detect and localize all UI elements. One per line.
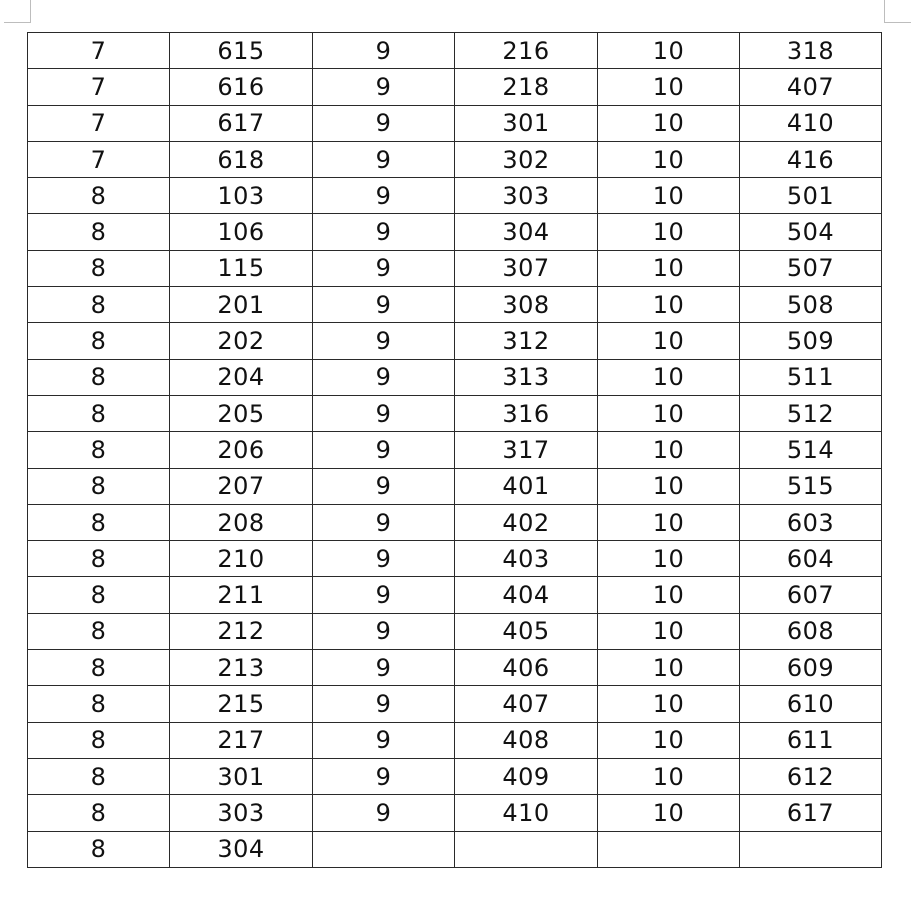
table-cell: 8 <box>28 504 170 540</box>
table-cell: 8 <box>28 650 170 686</box>
table-cell: 617 <box>170 105 313 141</box>
table-cell: 10 <box>598 541 740 577</box>
table-row <box>28 69 882 105</box>
table-cell: 212 <box>170 613 313 649</box>
table-cell: 9 <box>313 541 455 577</box>
table-cell: 504 <box>740 214 882 250</box>
table-cell: 607 <box>740 577 882 613</box>
table-row <box>28 468 882 504</box>
table-cell: 410 <box>455 795 598 831</box>
table-cell: 617 <box>740 795 882 831</box>
table-cell: 8 <box>28 613 170 649</box>
table-row <box>28 250 882 286</box>
table-cell: 9 <box>313 105 455 141</box>
table-cell: 217 <box>170 722 313 758</box>
table-cell: 514 <box>740 432 882 468</box>
table-cell: 9 <box>313 359 455 395</box>
table-cell: 317 <box>455 432 598 468</box>
table-cell: 106 <box>170 214 313 250</box>
table-cell: 9 <box>313 432 455 468</box>
table-row <box>28 504 882 540</box>
table-cell: 10 <box>598 577 740 613</box>
table-cell: 416 <box>740 141 882 177</box>
data-table <box>27 32 882 868</box>
table-cell: 10 <box>598 287 740 323</box>
table-cell: 508 <box>740 287 882 323</box>
table-cell: 103 <box>170 178 313 214</box>
table-cell: 404 <box>455 577 598 613</box>
table-cell: 10 <box>598 105 740 141</box>
table-cell: 10 <box>598 359 740 395</box>
table-cell: 9 <box>313 395 455 431</box>
table-row <box>28 795 882 831</box>
table-cell: 609 <box>740 650 882 686</box>
table-cell: 408 <box>455 722 598 758</box>
table-cell: 616 <box>170 69 313 105</box>
table-cell: 10 <box>598 504 740 540</box>
table-cell: 206 <box>170 432 313 468</box>
table-cell: 8 <box>28 541 170 577</box>
table-cell: 511 <box>740 359 882 395</box>
table-cell: 10 <box>598 758 740 794</box>
table-cell: 9 <box>313 214 455 250</box>
table-row <box>28 395 882 431</box>
table-cell: 9 <box>313 686 455 722</box>
table-cell: 407 <box>455 686 598 722</box>
table-body <box>28 33 882 868</box>
table-cell: 8 <box>28 395 170 431</box>
table-cell: 10 <box>598 395 740 431</box>
table-cell: 8 <box>28 432 170 468</box>
table-cell: 204 <box>170 359 313 395</box>
table-row <box>28 650 882 686</box>
table-cell: 207 <box>170 468 313 504</box>
table-cell: 406 <box>455 650 598 686</box>
table-cell: 608 <box>740 613 882 649</box>
table-cell: 210 <box>170 541 313 577</box>
table-cell: 9 <box>313 178 455 214</box>
table-cell: 403 <box>455 541 598 577</box>
table-cell: 9 <box>313 577 455 613</box>
table-cell: 10 <box>598 686 740 722</box>
table-cell: 618 <box>170 141 313 177</box>
table-row <box>28 686 882 722</box>
table-row <box>28 33 882 69</box>
table-cell: 10 <box>598 214 740 250</box>
table-cell: 316 <box>455 395 598 431</box>
table-row <box>28 577 882 613</box>
table-cell: 9 <box>313 504 455 540</box>
table-cell <box>598 831 740 867</box>
table-cell: 10 <box>598 613 740 649</box>
table-cell: 9 <box>313 758 455 794</box>
table-cell: 10 <box>598 69 740 105</box>
table-cell: 8 <box>28 250 170 286</box>
table-cell: 10 <box>598 250 740 286</box>
table-cell: 10 <box>598 722 740 758</box>
table-cell: 409 <box>455 758 598 794</box>
table-cell: 7 <box>28 141 170 177</box>
table-cell: 9 <box>313 69 455 105</box>
table-cell: 8 <box>28 722 170 758</box>
table-cell: 405 <box>455 613 598 649</box>
table-cell: 10 <box>598 178 740 214</box>
table-cell: 10 <box>598 650 740 686</box>
table-row <box>28 831 882 867</box>
table-cell: 216 <box>455 33 598 69</box>
table-cell: 213 <box>170 650 313 686</box>
table-cell: 8 <box>28 178 170 214</box>
table-cell: 301 <box>170 758 313 794</box>
table-cell: 8 <box>28 795 170 831</box>
table-cell: 9 <box>313 323 455 359</box>
table-cell: 9 <box>313 33 455 69</box>
table-cell: 8 <box>28 214 170 250</box>
table-cell: 218 <box>455 69 598 105</box>
table-row <box>28 214 882 250</box>
table-cell: 318 <box>740 33 882 69</box>
table-cell: 9 <box>313 468 455 504</box>
table-cell: 312 <box>455 323 598 359</box>
table-cell: 603 <box>740 504 882 540</box>
table-cell: 10 <box>598 468 740 504</box>
table-row <box>28 178 882 214</box>
table-cell: 9 <box>313 250 455 286</box>
table-cell: 8 <box>28 831 170 867</box>
table-cell: 512 <box>740 395 882 431</box>
table-cell: 308 <box>455 287 598 323</box>
table-cell: 303 <box>170 795 313 831</box>
table-row <box>28 323 882 359</box>
table-cell: 7 <box>28 33 170 69</box>
table-cell: 10 <box>598 795 740 831</box>
table-row <box>28 613 882 649</box>
table-cell: 307 <box>455 250 598 286</box>
table-cell: 9 <box>313 141 455 177</box>
table-cell: 8 <box>28 468 170 504</box>
table-cell: 407 <box>740 69 882 105</box>
table-row <box>28 541 882 577</box>
table-cell: 211 <box>170 577 313 613</box>
table-cell: 8 <box>28 758 170 794</box>
table-cell: 9 <box>313 795 455 831</box>
table-cell: 215 <box>170 686 313 722</box>
table-cell: 304 <box>455 214 598 250</box>
table-cell: 501 <box>740 178 882 214</box>
table-row <box>28 287 882 323</box>
table-row <box>28 359 882 395</box>
table-cell: 205 <box>170 395 313 431</box>
table-cell: 115 <box>170 250 313 286</box>
table-cell: 9 <box>313 722 455 758</box>
table-cell: 9 <box>313 287 455 323</box>
table-cell: 9 <box>313 613 455 649</box>
table-cell: 610 <box>740 686 882 722</box>
table-cell: 410 <box>740 105 882 141</box>
table-cell: 402 <box>455 504 598 540</box>
table-cell: 304 <box>170 831 313 867</box>
table-cell: 202 <box>170 323 313 359</box>
table-cell <box>455 831 598 867</box>
table-cell: 7 <box>28 69 170 105</box>
table-cell: 201 <box>170 287 313 323</box>
table-cell: 604 <box>740 541 882 577</box>
table-cell: 10 <box>598 33 740 69</box>
table-cell: 8 <box>28 686 170 722</box>
table-cell: 8 <box>28 577 170 613</box>
table-cell <box>740 831 882 867</box>
table-cell: 8 <box>28 359 170 395</box>
table-cell: 8 <box>28 287 170 323</box>
table-cell: 10 <box>598 141 740 177</box>
table-cell: 507 <box>740 250 882 286</box>
table-cell: 509 <box>740 323 882 359</box>
table-cell: 612 <box>740 758 882 794</box>
table-cell: 302 <box>455 141 598 177</box>
table-cell <box>313 831 455 867</box>
table-cell: 10 <box>598 323 740 359</box>
table-cell: 9 <box>313 650 455 686</box>
table-row <box>28 722 882 758</box>
table-cell: 8 <box>28 323 170 359</box>
page-corner-mark-top-left <box>4 0 31 23</box>
table-cell: 7 <box>28 105 170 141</box>
table-cell: 313 <box>455 359 598 395</box>
table-row <box>28 758 882 794</box>
table-cell: 401 <box>455 468 598 504</box>
table-cell: 611 <box>740 722 882 758</box>
table-cell: 208 <box>170 504 313 540</box>
table-row <box>28 105 882 141</box>
table-cell: 303 <box>455 178 598 214</box>
table-row <box>28 432 882 468</box>
table-cell: 10 <box>598 432 740 468</box>
table-cell: 615 <box>170 33 313 69</box>
table-cell: 301 <box>455 105 598 141</box>
page-corner-mark-top-right <box>884 0 911 23</box>
table-cell: 515 <box>740 468 882 504</box>
table-row <box>28 141 882 177</box>
